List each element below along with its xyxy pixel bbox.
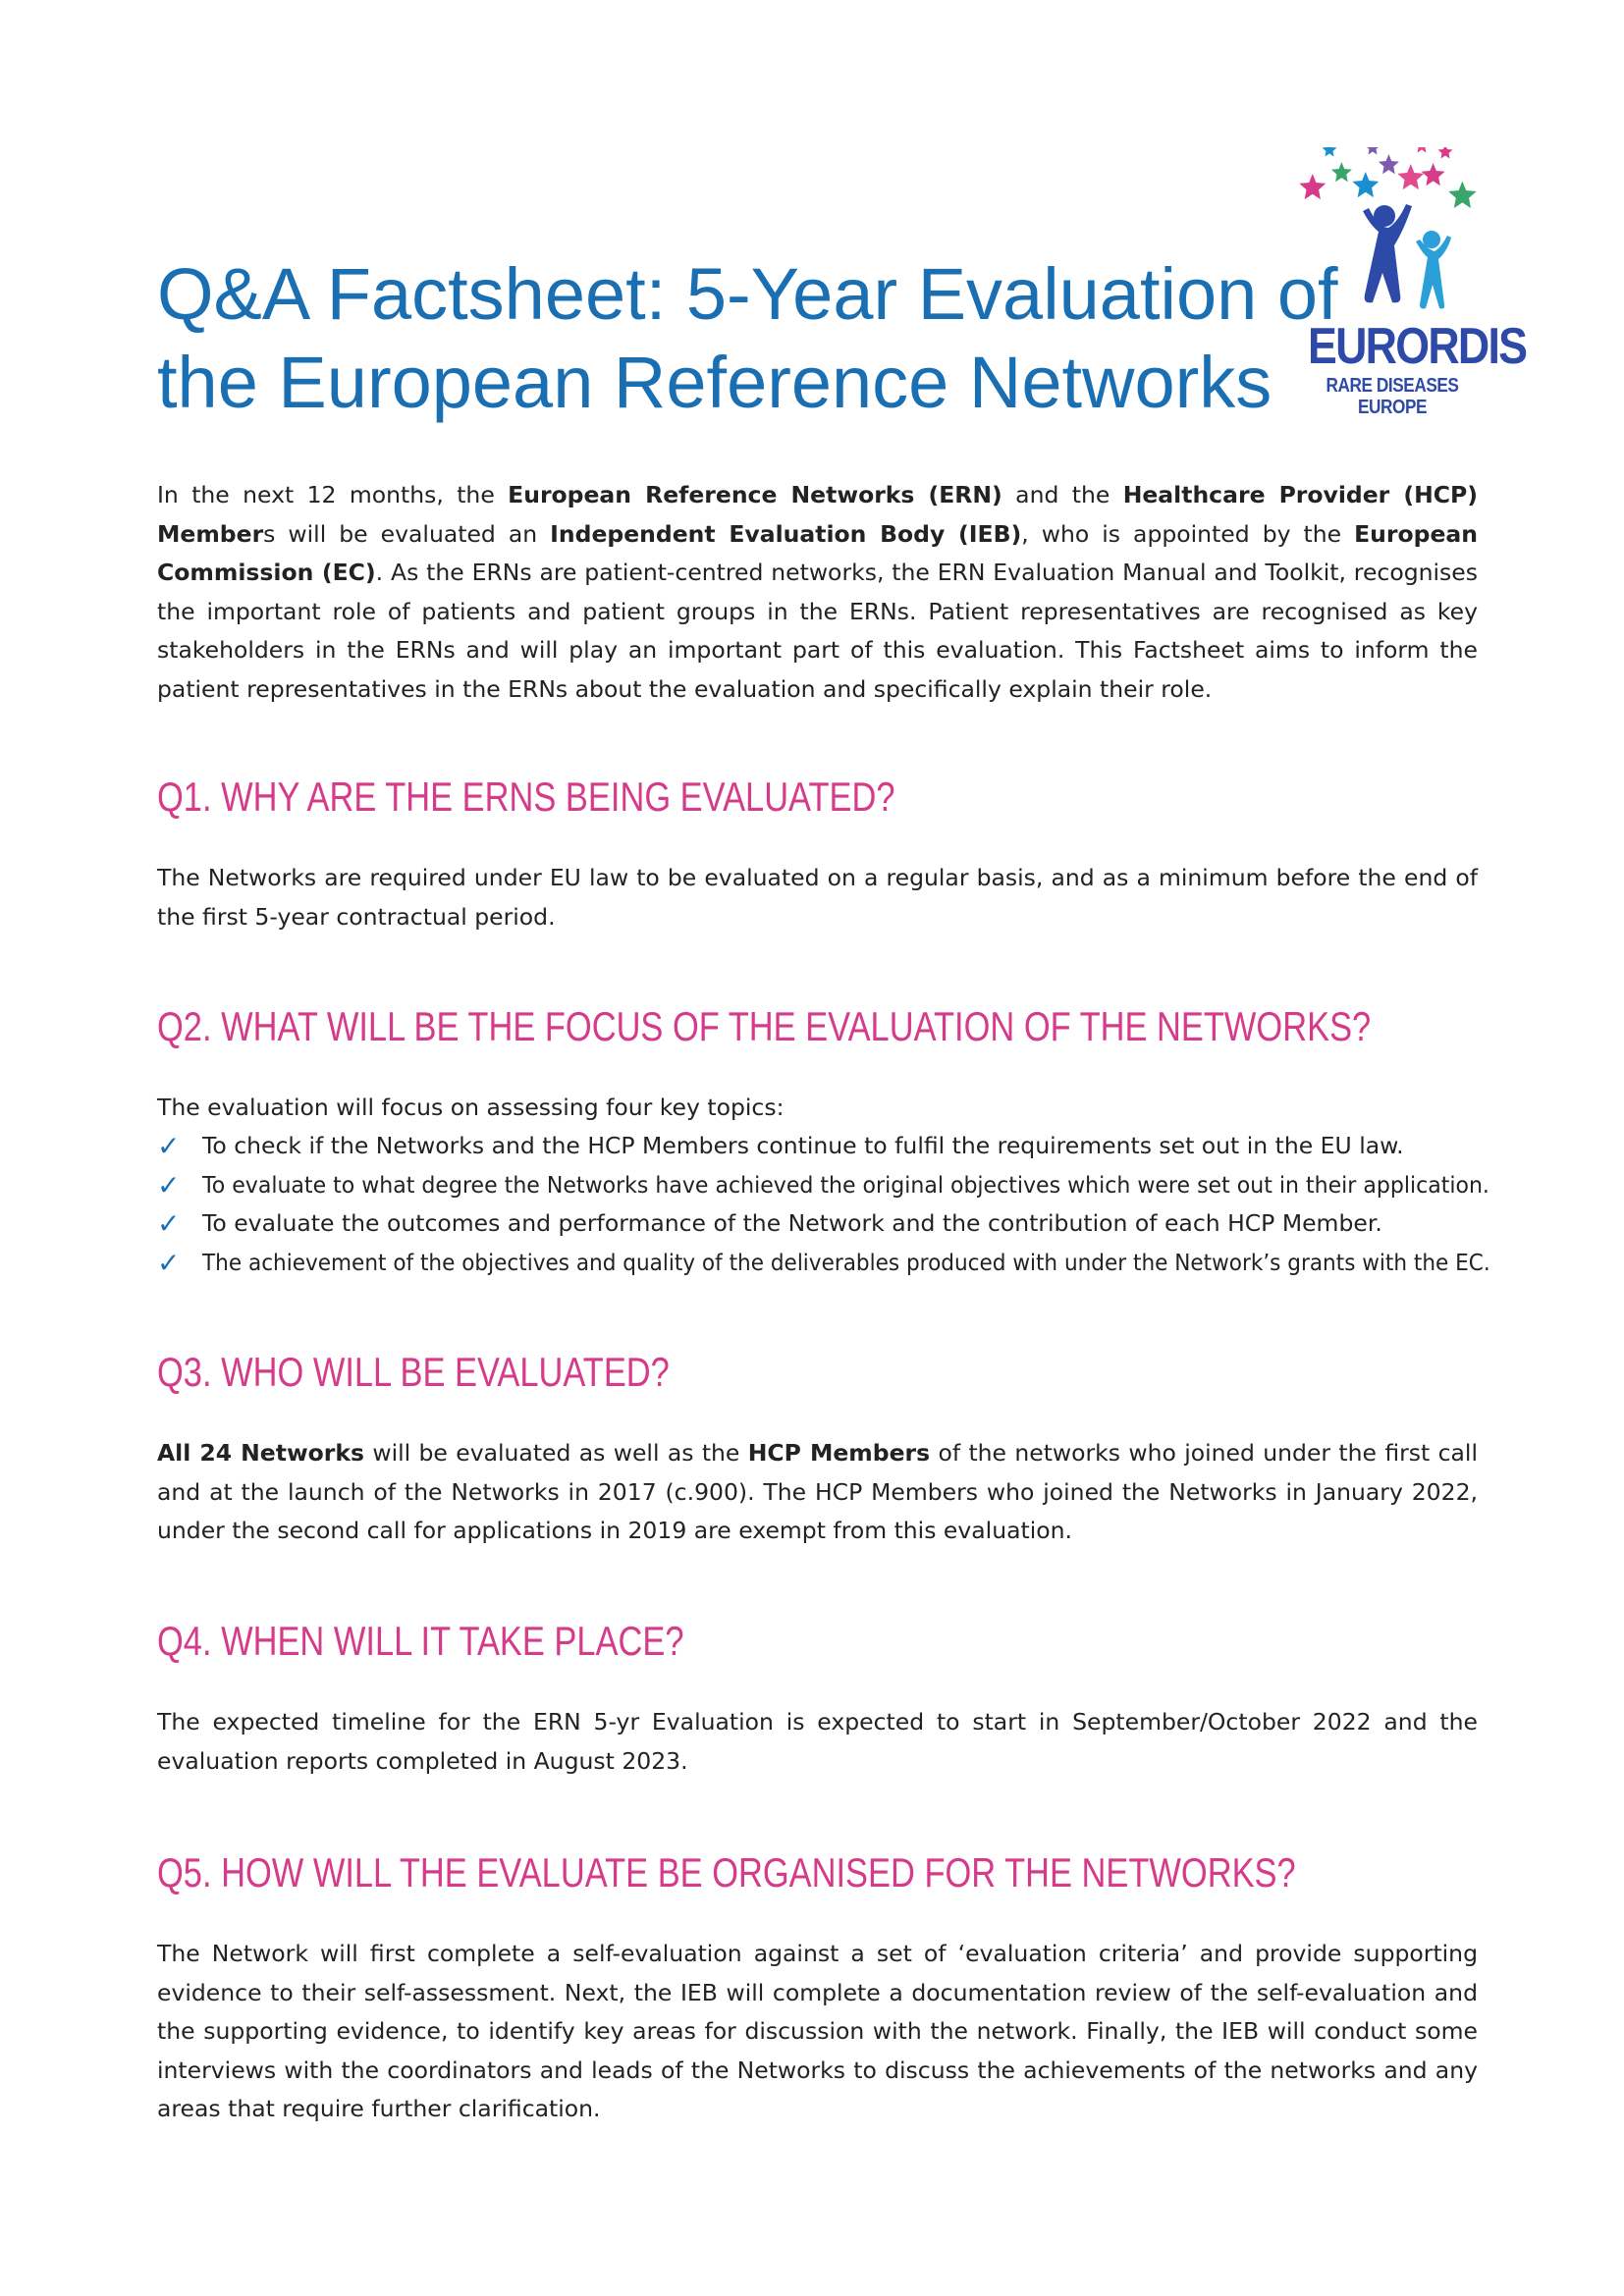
title-line-2: the European Reference Networks: [157, 342, 1272, 423]
intro-text: , who is appointed by the: [1021, 519, 1355, 548]
intro-bold: Healthcare Provider (HCP) Member: [157, 481, 1478, 548]
star-icon: [1299, 174, 1326, 199]
q4-heading: Q4. WHEN WILL IT TAKE PLACE?: [157, 1618, 684, 1664]
list-item: ✓ To evaluate the outcomes and performance of the Network and the contribution of each HCP Member.: [157, 1204, 1492, 1244]
checkmark-icon: ✓: [157, 1207, 181, 1240]
checkmark-icon: ✓: [157, 1168, 181, 1201]
adult-figure-icon: [1363, 204, 1412, 302]
stars-icon: [1299, 147, 1476, 208]
star-icon: [1331, 162, 1352, 182]
checkmark-icon: ✓: [157, 1246, 181, 1279]
q3-bold: All 24 Networks: [157, 1439, 365, 1467]
page-title: [157, 250, 1338, 427]
logo-graphic: [1294, 147, 1490, 324]
star-icon: [1323, 147, 1337, 157]
q3-text: [157, 1434, 1478, 1551]
star-icon: [1448, 182, 1477, 209]
q3-heading: Q3. WHO WILL BE EVALUATED?: [157, 1349, 670, 1395]
list-item: ✓ The achievement of the objectives and quality of the deliverables produced with under the Network’s grants with the EC.: [157, 1244, 1492, 1283]
q3-bold: HCP Members: [747, 1439, 931, 1467]
q5-heading: Q5. HOW WILL THE EVALUATE BE ORGANISED FOR THE NETWORKS?: [157, 1849, 1296, 1896]
list-item: ✓ To check if the Networks and the HCP Members continue to fulfil the requirements set out in the EU law.: [157, 1127, 1492, 1166]
q2-heading: Q2. WHAT WILL BE THE FOCUS OF THE EVALUATION OF THE NETWORKS?: [157, 1003, 1372, 1049]
q4-text: The expected timeline for the ERN 5-yr Evaluation is expected to start in September/October 2022 and the evaluation reports completed in August 2023.: [157, 1708, 1478, 1775]
checkmark-icon: ✓: [157, 1130, 181, 1162]
logo-tagline: RARE DISEASES EUROPE: [1326, 375, 1459, 418]
star-icon: [1366, 147, 1380, 155]
intro-bold: Independent Evaluation Body (IEB): [550, 519, 1022, 548]
star-icon: [1438, 147, 1453, 159]
intro-text: In the next 12 months, the: [157, 481, 509, 508]
q1-heading: Q1. WHY ARE THE ERNS BEING EVALUATED?: [157, 774, 895, 820]
q2-topic-list: [157, 1127, 1492, 1282]
title-line-1: Q&A Factsheet: 5-Year Evaluation of: [157, 253, 1338, 335]
q3-span: will be evaluated as well as the: [364, 1439, 748, 1467]
intro-text: . As the ERNs are patient-centred networks, the ERN Evaluation Manual and Toolkit, recognises the important role of patients and patient groups in the ERNs. Patient representatives are recognised as key stakeholders in the ERNs and will play an important part of this evaluation. This Factsheet aims to inform the patient representatives in the ERNs about the evaluation and specifically explain their role.: [157, 559, 1478, 703]
star-icon: [1422, 163, 1445, 186]
q2-intro: The evaluation will focus on assessing four key topics:: [157, 1094, 785, 1121]
q5-text: The Network will first complete a self-evaluation against a set of ‘evaluation criteria’ and provide supporting evidence to their self-assessment. Next, the IEB will complete a documentation review of the self-evaluation and the supporting evidence, to identify key areas for discussion with the network. Finally, the IEB will conduct some interviews with the coordinators and leads of the Networks to discuss the achievements of the networks and any areas that require further clarification.: [157, 1940, 1478, 2122]
intro-paragraph: [157, 476, 1478, 709]
logo-name: EURORDIS: [1308, 318, 1527, 375]
star-icon: [1379, 154, 1399, 174]
list-item: ✓ To evaluate to what degree the Networks have achieved the original objectives which were set out in their application.: [157, 1166, 1492, 1205]
intro-bold: European Commission (EC): [157, 519, 1478, 586]
intro-text: and the: [1001, 481, 1123, 508]
star-icon: [1415, 147, 1430, 153]
intro-bold: European Reference Networks (ERN): [508, 481, 1002, 508]
eurordis-logo: [1294, 147, 1527, 418]
child-figure-icon: [1416, 231, 1451, 309]
star-icon: [1352, 172, 1379, 197]
star-icon: [1397, 164, 1424, 189]
intro-text: s will be evaluated an: [263, 519, 551, 548]
q1-text: The Networks are required under EU law to be evaluated on a regular basis, and as a minimum before the end of the first 5-year contractual period.: [157, 864, 1478, 931]
q3-span: of the networks who joined under the first call and at the launch of the Networks in 2017 (c.900). The HCP Members who joined the Networks in January 2022, under the second call for applications in 2019 are exempt from this evaluation.: [157, 1439, 1478, 1544]
